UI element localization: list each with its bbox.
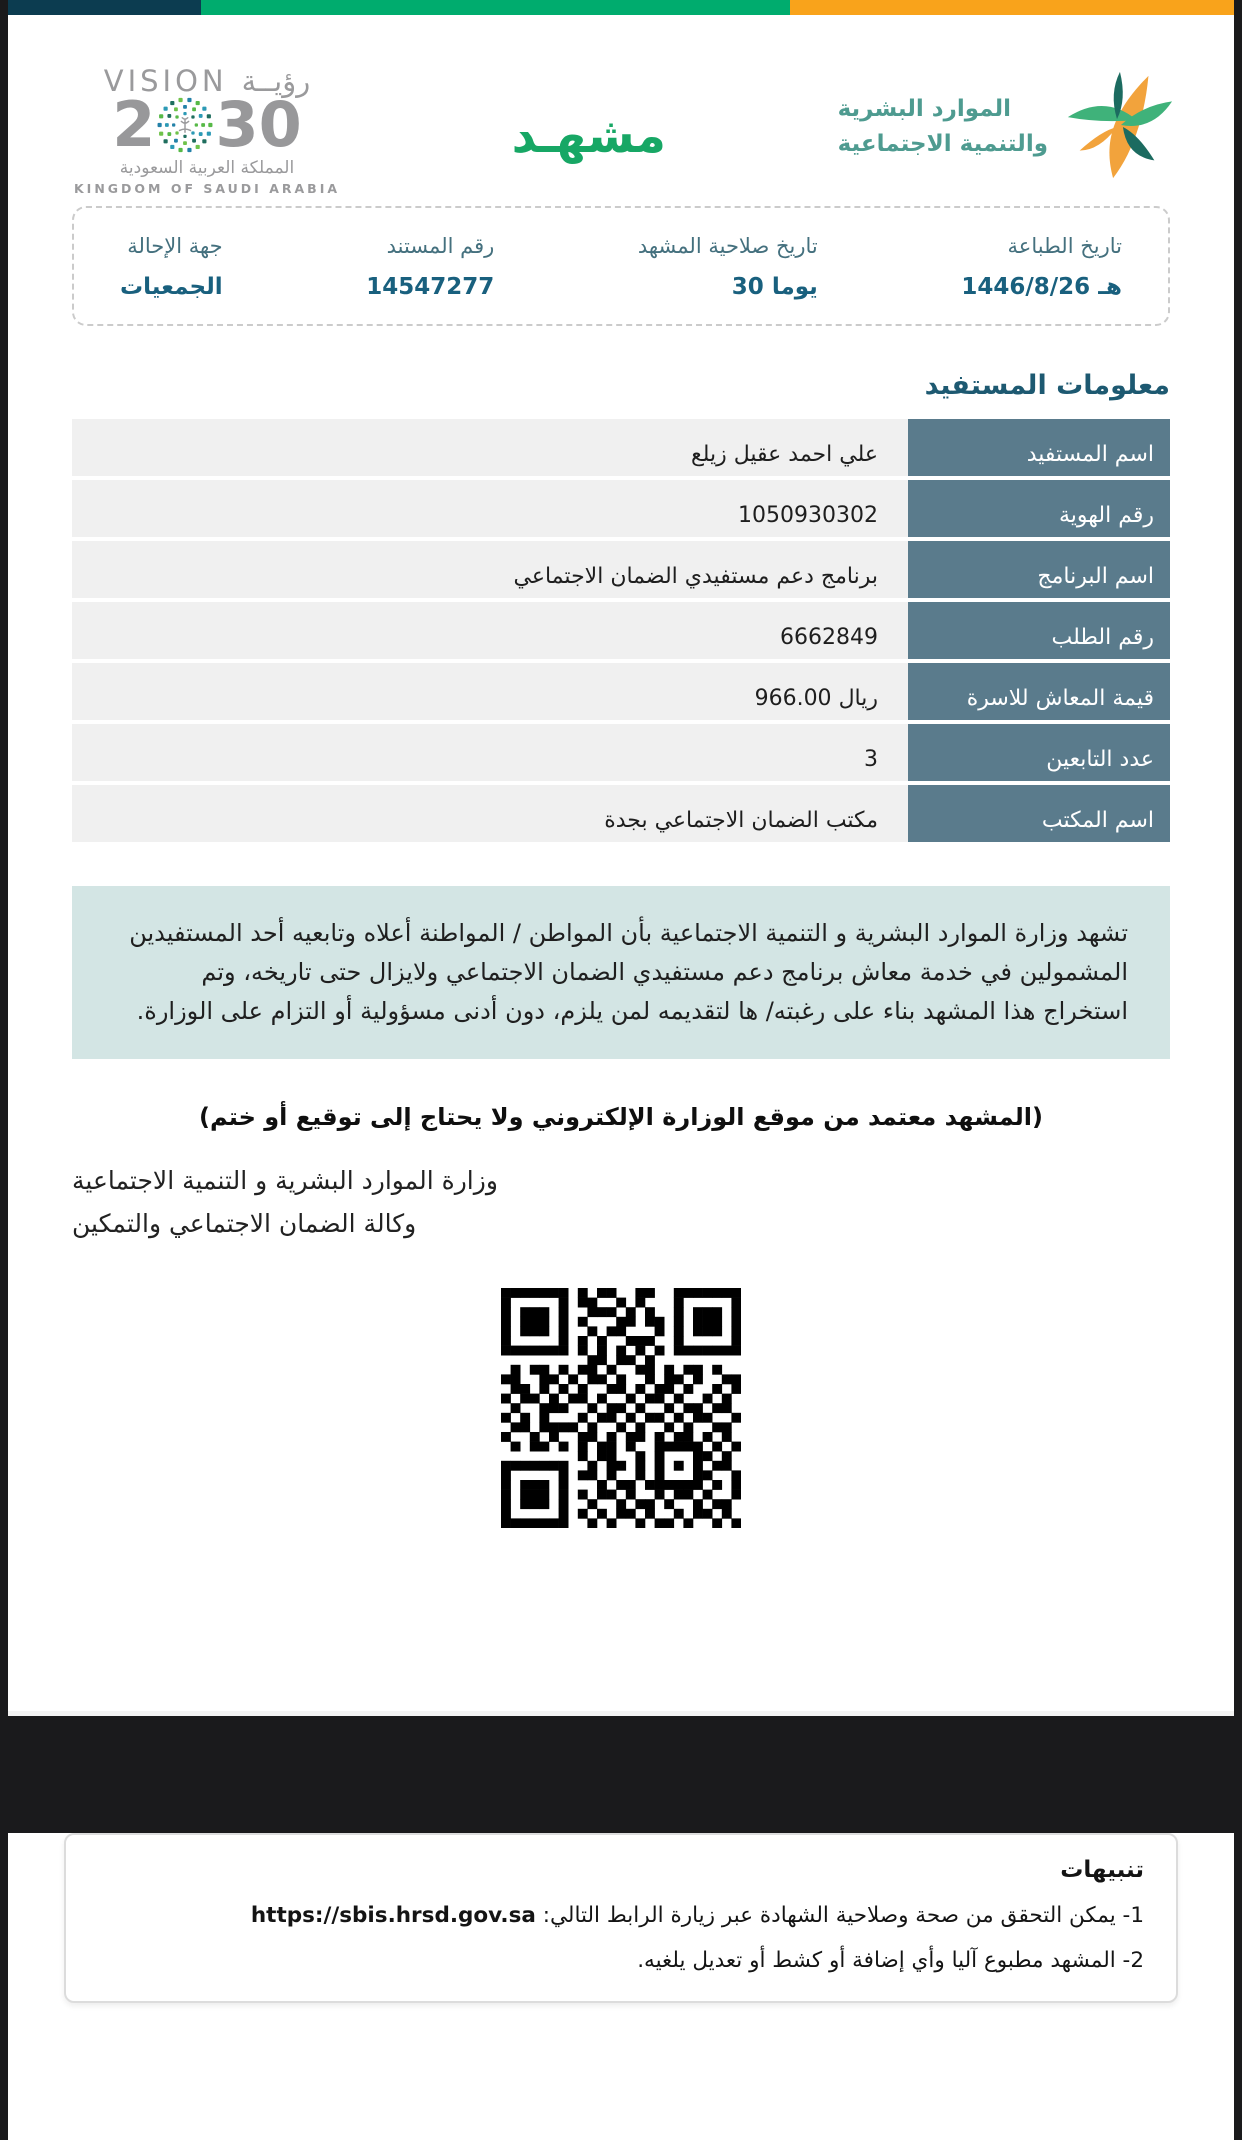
meta-value: الجمعيات <box>120 274 223 300</box>
vision-emblem-dots <box>156 96 214 154</box>
table-row <box>72 480 1170 537</box>
row-label: رقم الهوية <box>908 480 1170 537</box>
notices-title: تنبيهات <box>1060 1857 1144 1883</box>
row-value: 6662849 <box>72 602 908 659</box>
notices-page <box>8 1833 1234 2140</box>
row-value: برنامج دعم مستفيدي الضمان الاجتماعي <box>72 541 908 598</box>
row-label: قيمة المعاش للاسرة <box>908 663 1170 720</box>
verification-url-link[interactable]: https://sbis.hrsd.gov.sa <box>250 1903 536 1928</box>
topbar-orange-segment <box>790 0 1234 15</box>
notices-box <box>64 1833 1178 2003</box>
notice-item-1 <box>98 1903 1144 1928</box>
meta-label: تاريخ صلاحية المشهد <box>637 234 818 258</box>
vision-word-en: VISION <box>103 63 228 98</box>
row-label: اسم المكتب <box>908 785 1170 842</box>
certificate-meta-box <box>72 206 1170 326</box>
meta-label: تاريخ الطباعة <box>1007 234 1122 258</box>
notice-item-2: 2- المشهد مطبوع آليا وأي إضافة أو كشط أو تعديل يلغيه. <box>637 1948 1144 1973</box>
table-row <box>72 602 1170 659</box>
certification-statement: تشهد وزارة الموارد البشرية و التنمية الاجتماعية بأن المواطن / المواطنة أعلاه وتابعيه أحد المستفيدين المشمولين في خدمة معاش برنامج دعم مستفيدي الضمان الاجتماعي ولايزال حتى تاريخه، وتم استخراج هذا المشهد بناء على رغبته/ ها لتقديمه لمن يلزم، دون أدنى مسؤولية أو التزام على الوزارة. <box>72 886 1170 1059</box>
topbar-teal-segment <box>8 0 200 15</box>
hrsd-palm-star-icon <box>1058 66 1176 188</box>
meta-value: 14547277 <box>366 274 495 300</box>
row-value: 1050930302 <box>72 480 908 537</box>
hrsd-logo-text <box>838 92 1048 161</box>
meta-value: 30 يوما <box>731 274 818 300</box>
row-value: 3 <box>72 724 908 781</box>
vision-2030-numerals <box>112 87 302 161</box>
meta-label: رقم المستند <box>386 234 495 258</box>
document-header <box>8 15 1234 200</box>
table-row <box>72 419 1170 476</box>
vision-digit-2: 2 <box>112 87 156 161</box>
agency-name-line: وكالة الضمان الاجتماعي والتمكين <box>72 1209 417 1239</box>
section-title-beneficiary-info: معلومات المستفيد <box>924 370 1170 401</box>
beneficiary-table <box>72 415 1170 846</box>
row-label: اسم البرنامج <box>908 541 1170 598</box>
meta-field-validity <box>638 234 818 300</box>
tricolor-top-bar <box>8 0 1234 15</box>
page-title: مشهـد <box>511 107 666 164</box>
issuing-authority <box>72 1159 1170 1247</box>
meta-field-referral-entity <box>120 234 223 300</box>
notice-1-text: 1- يمكن التحقق من صحة وصلاحية الشهادة عبر زيارة الرابط التالي: <box>535 1903 1144 1928</box>
meta-label: جهة الإحالة <box>127 234 223 258</box>
vision-country-ar: المملكة العربية السعودية <box>119 157 295 178</box>
hrsd-logo-line1: الموارد البشرية <box>837 96 1012 122</box>
vision-country-en: KINGDOM OF SAUDI ARABIA <box>74 180 341 196</box>
row-label: عدد التابعين <box>908 724 1170 781</box>
row-label: اسم المستفيد <box>908 419 1170 476</box>
no-signature-needed-note: (المشهد معتمد من موقع الوزارة الإلكتروني ولا يحتاج إلى توقيع أو ختم) <box>199 1102 1043 1131</box>
certificate-page <box>8 0 1234 1716</box>
vision-2030-logo <box>74 58 340 196</box>
table-row <box>72 724 1170 781</box>
row-value: علي احمد عقيل زيلع <box>72 419 908 476</box>
row-value: 966.00 ريال <box>72 663 908 720</box>
row-value: مكتب الضمان الاجتماعي بجدة <box>72 785 908 842</box>
qr-code-area <box>8 1288 1234 1528</box>
hrsd-logo-line2: والتنمية الاجتماعية <box>837 130 1048 157</box>
vision-word-ar: رؤيــة <box>241 63 311 98</box>
ministry-name-line: وزارة الموارد البشرية و التنمية الاجتماعية <box>72 1165 498 1195</box>
meta-value: 1446/8/26 هـ <box>961 274 1122 300</box>
meta-field-print-date <box>961 234 1122 300</box>
meta-field-document-number <box>366 234 494 300</box>
vision-digits-30: 30 <box>215 87 302 161</box>
table-row <box>72 541 1170 598</box>
table-row <box>72 663 1170 720</box>
topbar-green-segment <box>201 0 791 15</box>
page-break-gap <box>8 1716 1234 1733</box>
row-label: رقم الطلب <box>908 602 1170 659</box>
hrsd-ministry-logo <box>838 66 1176 188</box>
table-row <box>72 785 1170 842</box>
qr-code <box>501 1288 741 1528</box>
